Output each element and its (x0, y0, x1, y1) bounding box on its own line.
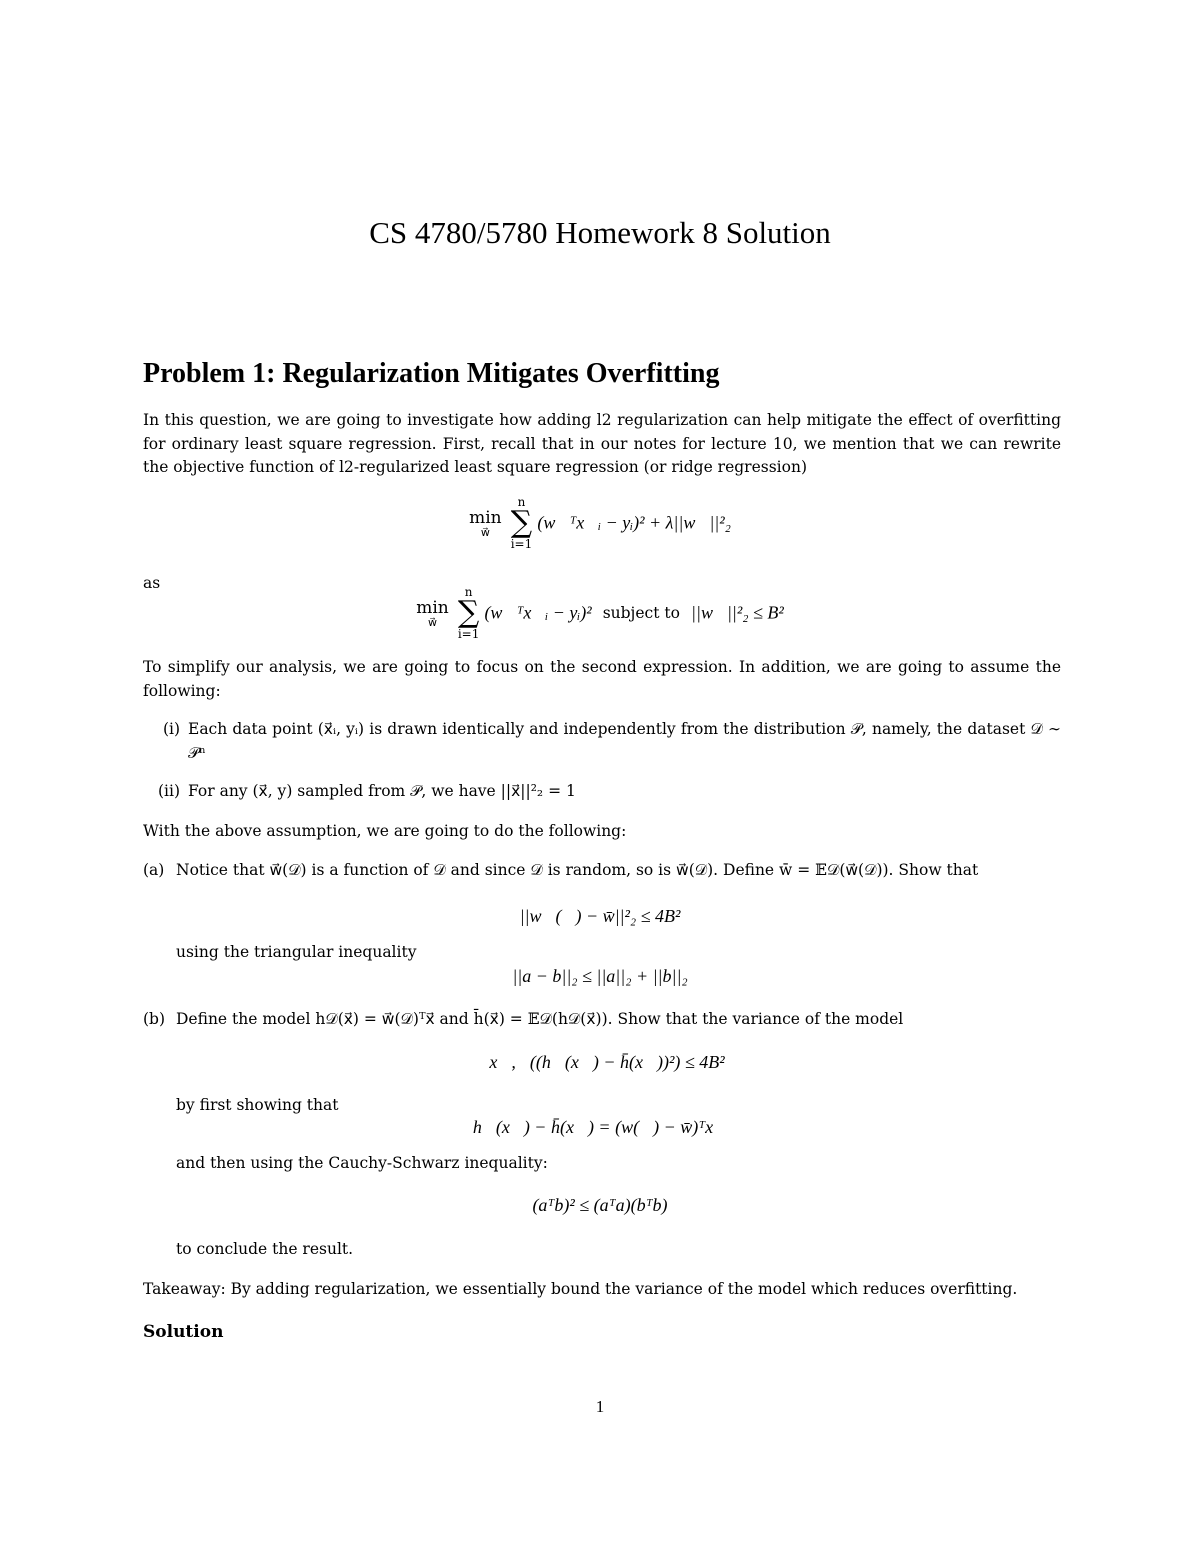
solution-heading: Solution (143, 1322, 224, 1342)
intro-paragraph: In this question, we are going to investigate how adding l2 regularization can help mitigate the effect of overfitting for ordinary least square regression. First, recall that in our notes for lecture 10, we mention that we can rewrite the objective function of l2-regularized least square regression (or ridge regression) (143, 411, 1061, 476)
takeaway-paragraph: Takeaway: By adding regularization, we essentially bound the variance of the model which reduces overfitting. (143, 1280, 1018, 1298)
min-operator: min w⃗ (469, 507, 502, 539)
subject-to-text: subject to (602, 604, 680, 622)
part-b-then: and then using the Cauchy-Schwarz inequality: (176, 1154, 548, 1172)
problem-heading: Problem 1: Regularization Mitigates Overfitting (143, 358, 720, 389)
part-a-using: using the triangular inequality (176, 943, 417, 961)
assumption-item: (i) Each data point (x⃗ᵢ, yᵢ) is drawn identically and independently from the distribution 𝒫, namely, the dataset 𝒟 ∼ 𝒫ⁿ (162, 720, 1061, 762)
part-b-variance-equation: 𝔼x⃗,𝒟((h𝒟(x⃗) − h̄(x⃗))²) ≤ 4B² (475, 1052, 725, 1072)
sum-operator: n ∑ i=1 (510, 495, 533, 551)
min-operator: min w⃗ (416, 597, 449, 629)
part-a: (a) Notice that w⃗(𝒟) is a function of 𝒟 and since 𝒟 is random, so is w⃗(𝒟). Define w̄ = 𝔼𝒟(w⃗(𝒟)). Show that (143, 861, 979, 879)
equation-body: (w⃗ᵀx⃗ᵢ − yᵢ)² + λ||w⃗||²₂ (537, 512, 731, 533)
page-number: 1 (595, 1397, 605, 1416)
constraint: ||w⃗||²₂ ≤ B² (691, 602, 784, 623)
part-b-first: by first showing that (176, 1096, 339, 1114)
page-title: CS 4780/5780 Homework 8 Solution (369, 215, 831, 250)
assumption-item: (ii) For any (x⃗, y) sampled from 𝒫, we have ||x⃗||²₂ = 1 (157, 782, 576, 800)
simplify-paragraph: To simplify our analysis, we are going to focus on the second expression. In addition, we are going to assume the following: (143, 658, 1061, 700)
cauchy-schwarz: (aᵀb)² ≤ (aᵀa)(bᵀb) (532, 1195, 668, 1215)
equation-constrained (0, 586, 1200, 640)
part-a-equation: ||w⃗(𝒟) − w̄||²₂ ≤ 4B² (519, 906, 681, 926)
triangle-inequality: ||a − b||₂ ≤ ||a||₂ + ||b||₂ (512, 966, 688, 986)
with-paragraph: With the above assumption, we are going to do the following: (143, 822, 627, 840)
part-b-conclude: to conclude the result. (176, 1240, 354, 1258)
equation-body: (w⃗ᵀx⃗ᵢ − yᵢ)² (484, 602, 592, 623)
equation-ridge (0, 496, 1200, 550)
sum-operator: n ∑ i=1 (457, 585, 480, 641)
as-text: as (143, 574, 161, 592)
part-b-difference-equation: h𝒟(x⃗) − h̄(x⃗) = (w(𝒟) − w̄)ᵀx⃗ (472, 1117, 728, 1137)
part-b: (b) Define the model h𝒟(x⃗) = w⃗(𝒟)ᵀx⃗ and h̄(x⃗) = 𝔼𝒟(h𝒟(x⃗)). Show that the variance of the model (143, 1010, 904, 1028)
